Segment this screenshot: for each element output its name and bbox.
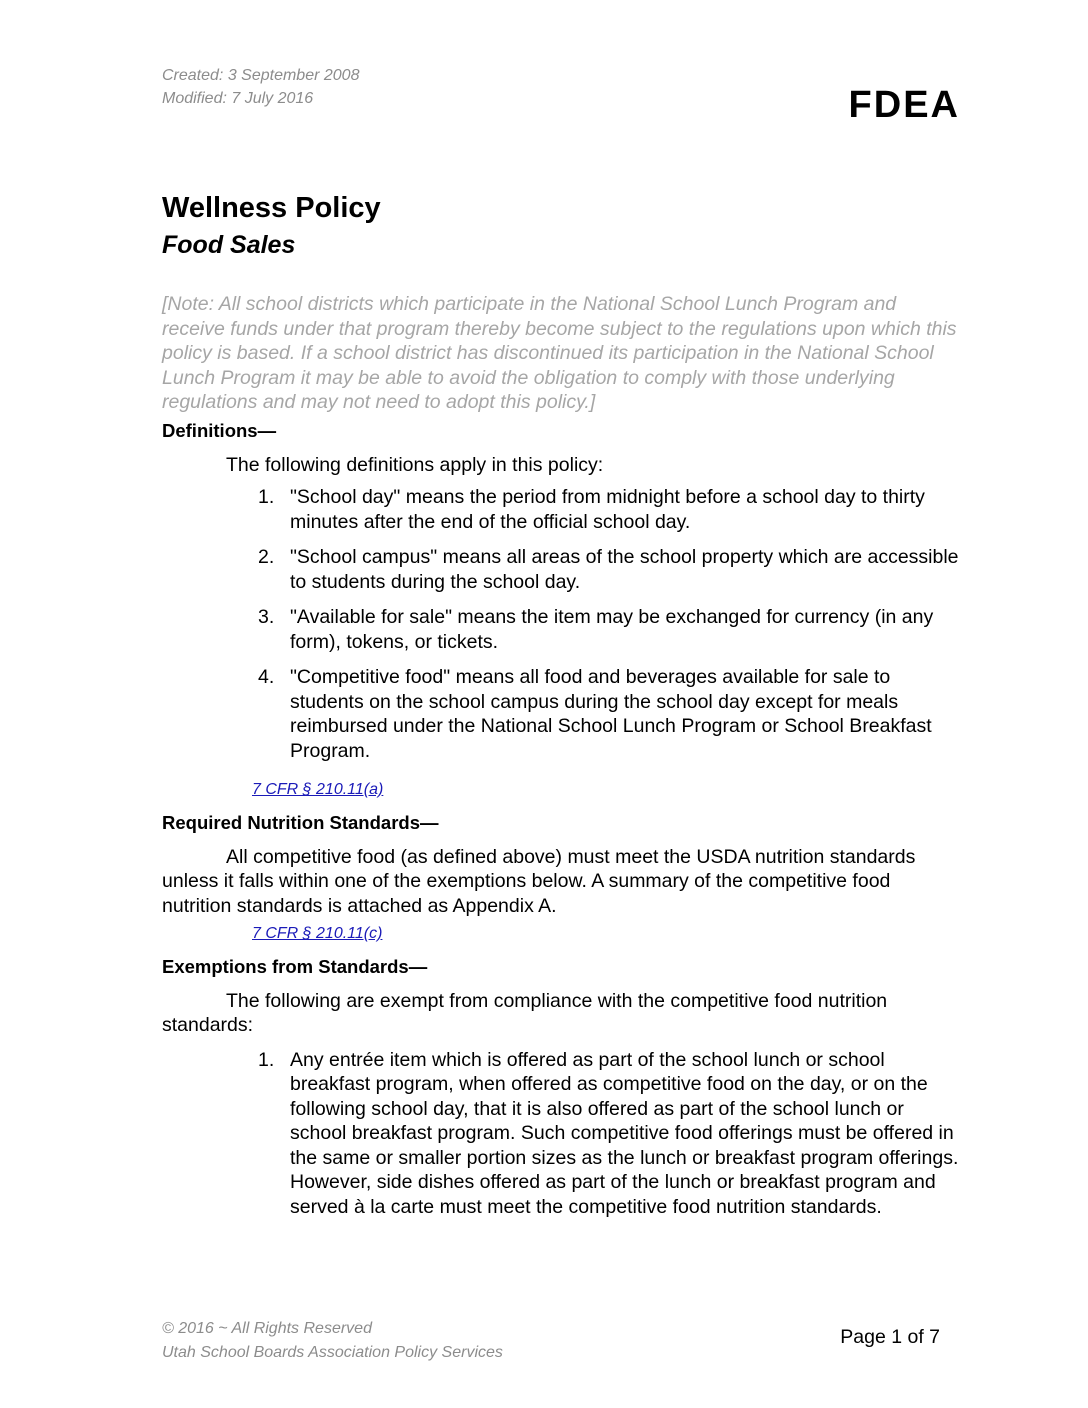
list-item-number: 1. [258,486,275,508]
list-item-text: "Competitive food" means all food and beverages available for sale to students on the school campus during the school day except for meals reimbursed under the National School Lunch Program or School Breakfast Program. [290,666,932,762]
definitions-list [162,485,962,763]
exemptions-list [162,1048,962,1220]
list-item-number: 2. [258,546,275,568]
list-item-number: 1. [258,1048,275,1071]
page-number: Page 1 of 7 [840,1326,940,1348]
citation-link-definitions[interactable]: 7 CFR § 210.11(a) [252,781,384,798]
document-title: Wellness Policy [162,192,381,224]
created-date: Created: 3 September 2008 [162,67,360,84]
document-metadata [162,64,359,110]
exemptions-heading: Exemptions from Standards— [162,955,428,977]
publisher-text: Utah School Boards Association Policy Services [162,1344,503,1361]
document-subtitle: Food Sales [162,231,296,259]
definitions-heading: Definitions— [162,419,277,441]
document-body [162,292,962,1230]
list-item [162,545,962,594]
standards-text: All competitive food (as defined above) must meet the USDA nutrition standards unless it falls within one of the exemptions below. A summary of the competitive food nutrition standards is attached as Appendix A. [162,845,916,917]
exemptions-text: The following are exempt from compliance with the competitive food nutrition standards: [162,989,888,1036]
copyright-text: © 2016 ~ All Rights Reserved [162,1320,372,1337]
list-item [162,605,962,654]
page-footer [162,1317,503,1365]
policy-code: FDEA [848,84,960,126]
list-item-text: "School day" means the period from midnight before a school day to thirty minutes after the end of the official school day. [290,486,925,533]
standards-heading: Required Nutrition Standards— [162,811,439,833]
list-item [162,665,962,763]
list-item [162,485,962,534]
list-item-text: "School campus" means all areas of the school property which are accessible to students during the school day. [290,546,959,593]
list-item-number: 3. [258,606,275,628]
list-item-number: 4. [258,666,275,688]
editorial-note: [Note: All school districts which participate in the National School Lunch Program and receive funds under that program thereby become subject to the regulations upon which this policy is based. If a school district has discontinued its participation in the National School Lunch Program it may be able to avoid the obligation to comply with those underlying regulations and may not need to adopt this policy.] [162,293,957,413]
definitions-intro: The following definitions apply in this policy: [226,453,604,476]
list-item [162,1048,962,1220]
citation-link-standards[interactable]: 7 CFR § 210.11(c) [252,925,383,942]
modified-date: Modified: 7 July 2016 [162,90,314,107]
list-item-text: "Available for sale" means the item may be exchanged for currency (in any form), tokens, or tickets. [290,606,934,653]
list-item-text: Any entrée item which is offered as part of the school lunch or school breakfast program, when offered as competitive food on the day, or on the following school day, that it is also offered as part of the school lunch or school breakfast program. Such competitive food offerings must be offered in the same or smaller portion sizes as the lunch or breakfast program offerings. However, side dishes offered as part of the lunch or breakfast program and served à la carte must meet the competitive food nutrition standards. [290,1048,959,1218]
